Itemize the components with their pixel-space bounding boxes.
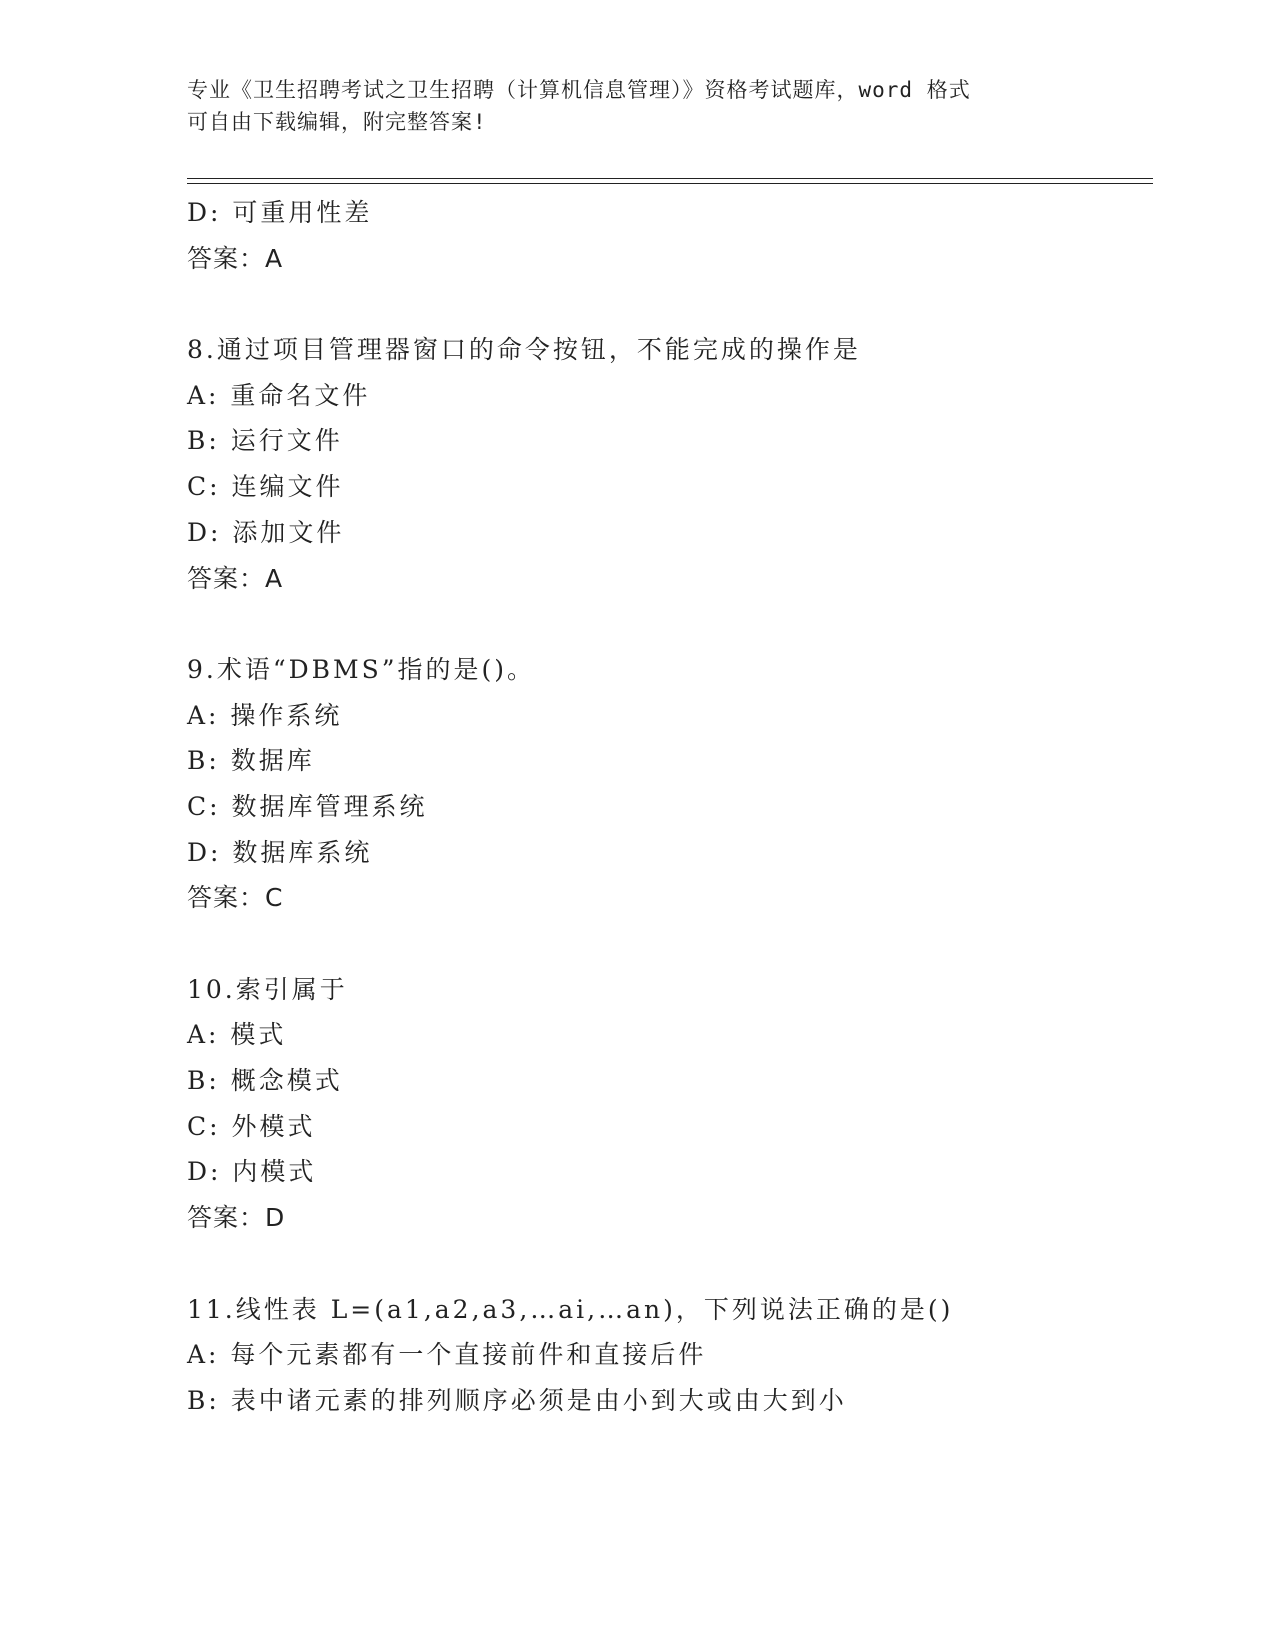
option-d: D: 可重用性差 xyxy=(187,198,373,227)
option-c: C: 外模式 xyxy=(187,1111,316,1141)
answer-line: 答案：A xyxy=(187,243,284,273)
question-stem: 11.线性表 L=(a1,a2,a3,…ai,…an)，下列说法正确的是() xyxy=(187,1294,954,1324)
option-d: D: 添加文件 xyxy=(187,517,345,547)
answer-line: 答案：D xyxy=(187,1203,286,1233)
option-b: B: 表中诸元素的排列顺序必须是由小到大或由大到小 xyxy=(187,1385,847,1415)
header-line-2: 可自由下载编辑，附完整答案! xyxy=(187,110,487,134)
option-a: A: 每个元素都有一个直接前件和直接后件 xyxy=(187,1340,707,1370)
question-stem: 9.术语“DBMS”指的是()。 xyxy=(187,654,536,684)
block-spacer xyxy=(187,601,1187,647)
option-c: C: 数据库管理系统 xyxy=(187,791,428,821)
header-divider-bottom xyxy=(187,183,1153,184)
question-9 xyxy=(187,647,1187,921)
option-c: C: 连编文件 xyxy=(187,472,344,502)
question-8 xyxy=(187,327,1187,601)
answer-line: 答案：C xyxy=(187,883,284,913)
option-d: D: 数据库系统 xyxy=(187,837,373,867)
block-spacer xyxy=(187,1241,1187,1287)
prev-question-block xyxy=(187,190,1187,281)
block-spacer xyxy=(187,281,1187,327)
question-stem: 8.通过项目管理器窗口的命令按钮，不能完成的操作是 xyxy=(187,335,861,365)
option-b: B: 数据库 xyxy=(187,746,315,776)
option-b: B: 概念模式 xyxy=(187,1066,343,1096)
option-d: D: 内模式 xyxy=(187,1157,317,1187)
question-11 xyxy=(187,1287,1187,1424)
question-10 xyxy=(187,967,1187,1241)
question-content xyxy=(187,190,1187,1424)
question-stem: 10.索引属于 xyxy=(187,974,348,1004)
header-line-1: 专业《卫生招聘考试之卫生招聘（计算机信息管理）》资格考试题库，word 格式 xyxy=(187,78,971,102)
option-a: A: 操作系统 xyxy=(187,700,343,730)
header-divider-top xyxy=(187,178,1153,179)
option-a: A: 重命名文件 xyxy=(187,380,371,410)
document-header xyxy=(187,74,1087,138)
block-spacer xyxy=(187,921,1187,967)
answer-line: 答案：A xyxy=(187,563,284,593)
option-b: B: 运行文件 xyxy=(187,426,343,456)
option-a: A: 模式 xyxy=(187,1020,287,1050)
